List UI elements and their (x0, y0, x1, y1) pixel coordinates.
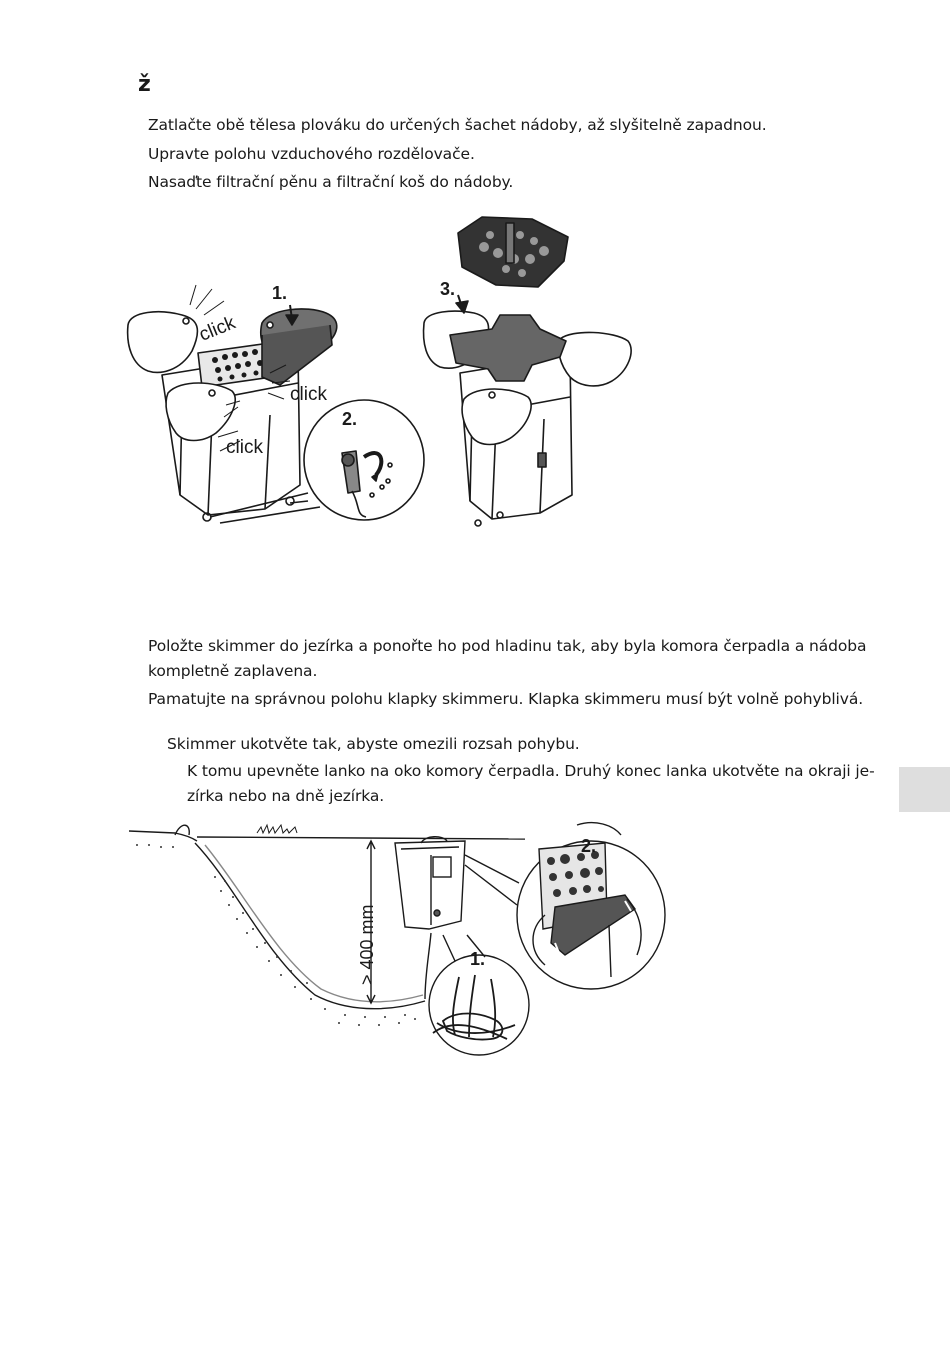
anchor-heading: Skimmer ukotvěte tak, abyste omezili rozsah pohybu. (167, 735, 580, 753)
zoom-circle-air-distributor (304, 400, 424, 520)
step-text-1: Zatlačte obě tělesa plováku do určených šachet nádoby, až slyšitelně zapadnou. (148, 116, 767, 134)
pond-bank (195, 843, 425, 1009)
left-float (128, 312, 198, 373)
step-text-2: Upravte polohu vzduchového rozdělovače. (148, 145, 475, 163)
assembly-illustration (120, 205, 640, 540)
instruction-line-2: kompletně zaplavena. (148, 662, 318, 680)
water-surface (197, 837, 525, 839)
label-click-1: click (196, 312, 239, 346)
anchor-line-2: zírka nebo na dně jezírka. (187, 787, 385, 805)
section-heading-glyph: ž (138, 72, 151, 97)
label-knot-step-1: 1. (470, 949, 486, 969)
label-click-2: click (290, 384, 327, 405)
label-step-3: 3. (440, 279, 456, 299)
anchor-line-1: K tomu upevněte lanko na oko komory čerpadla. Druhý konec lanka ukotvěte na okraji je- (187, 762, 875, 780)
label-step-2: 2. (342, 409, 358, 429)
step-text-3: Nasaďte filtrační pěnu a filtrační koš do nádoby. (148, 173, 514, 191)
chapter-tab (899, 767, 950, 812)
instruction-line-1: Položte skimmer do jezírka a ponořte ho pod hladinu tak, aby byla komora čerpadla a nádoba (148, 637, 867, 655)
skimmer-in-pond (395, 841, 465, 929)
instruction-line-3: Pamatujte na správnou polohu klapky skimmeru. Klapka skimmeru musí být volně pohyblivá. (148, 690, 864, 708)
label-step-1: 1. (272, 283, 288, 303)
label-click-3: click (226, 437, 263, 458)
pond-anchoring-illustration (125, 805, 670, 1065)
label-flap-step-2: 2. (581, 836, 597, 856)
depth-label: > 400 mm (357, 904, 377, 985)
